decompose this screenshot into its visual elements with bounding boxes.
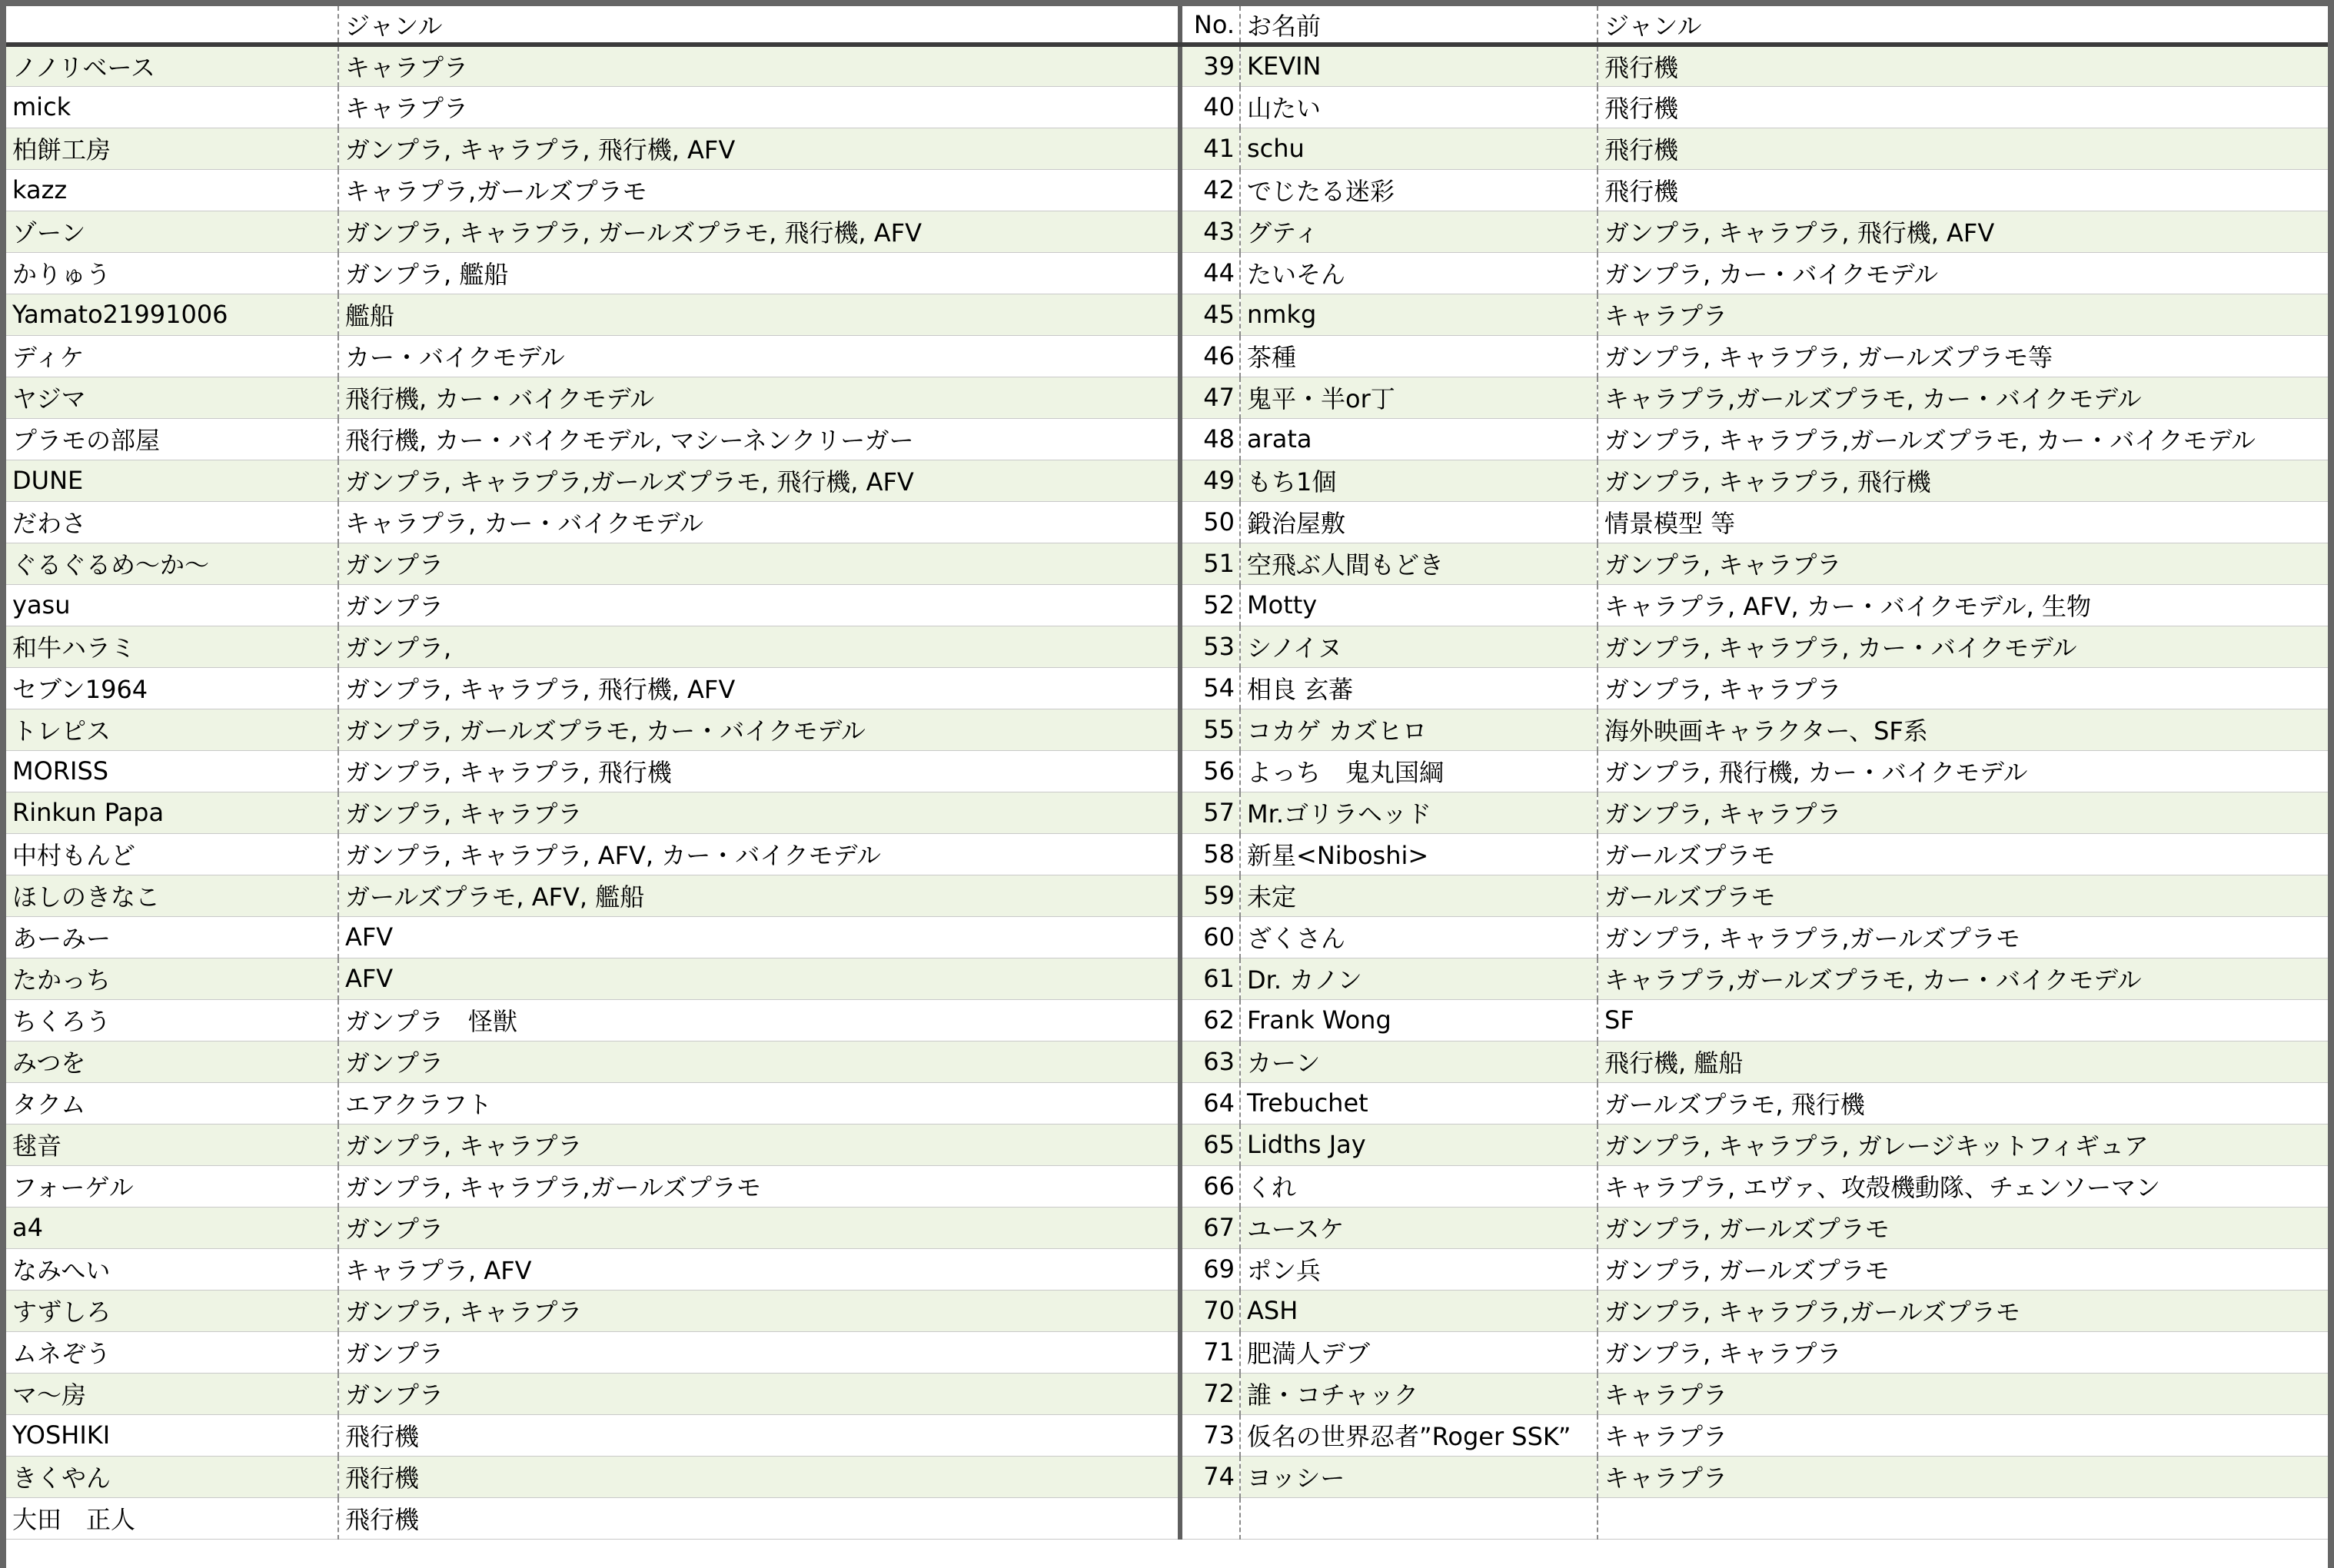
cell-genre-left[interactable]: キャラプラ [338, 86, 1180, 128]
cell-number[interactable]: 41 [1180, 128, 1240, 169]
cell-number[interactable]: 65 [1180, 1124, 1240, 1165]
cell-name-right[interactable] [1240, 1497, 1598, 1539]
cell-number[interactable]: 60 [1180, 916, 1240, 958]
table-row [6, 128, 2328, 169]
cell-genre-right[interactable]: ガールズプラモ [1598, 875, 2328, 916]
cell-name-left[interactable]: mick [6, 86, 338, 128]
cell-genre-left[interactable]: AFV [338, 958, 1180, 999]
cell-number[interactable]: 54 [1180, 667, 1240, 709]
table-row [6, 543, 2328, 584]
cell-number[interactable]: 48 [1180, 418, 1240, 460]
cell-number[interactable]: 63 [1180, 1041, 1240, 1082]
cell-name-left[interactable]: たかっち [6, 958, 338, 999]
cell-genre-right[interactable]: ガンプラ, ガールズプラモ [1598, 1248, 2328, 1290]
table-row [6, 1456, 2328, 1497]
cell-name-left[interactable]: Yamato21991006 [6, 294, 338, 335]
cell-genre-right[interactable]: ガンプラ, キャラプラ,ガールズプラモ [1598, 1290, 2328, 1331]
cell-genre-left[interactable]: ガンプラ, キャラプラ [338, 1124, 1180, 1165]
cell-name-left[interactable]: すずしろ [6, 1290, 338, 1331]
cell-name-right[interactable]: arata [1240, 418, 1598, 460]
cell-name-right[interactable]: ASH [1240, 1290, 1598, 1331]
cell-number[interactable]: 62 [1180, 999, 1240, 1041]
cell-genre-left[interactable]: ガンプラ [338, 1373, 1180, 1414]
cell-name-right[interactable]: コカゲ カズヒロ [1240, 709, 1598, 750]
cell-genre-right[interactable]: 飛行機 [1598, 169, 2328, 211]
cell-name-right[interactable]: Dr. カノン [1240, 958, 1598, 999]
table-row [6, 86, 2328, 128]
table-row [6, 792, 2328, 833]
table-row [6, 294, 2328, 335]
cell-genre-right[interactable]: ガンプラ, キャラプラ, ガレージキットフィギュア [1598, 1124, 2328, 1165]
cell-name-right[interactable]: 肥満人デブ [1240, 1331, 1598, 1373]
cell-number[interactable]: 67 [1180, 1207, 1240, 1248]
cell-name-right[interactable]: 鬼平・半or丁 [1240, 377, 1598, 418]
cell-name-left[interactable]: タクム [6, 1082, 338, 1124]
cell-name-right[interactable]: もち1個 [1240, 460, 1598, 501]
cell-genre-right[interactable]: ガンプラ, キャラプラ [1598, 792, 2328, 833]
cell-number[interactable]: 42 [1180, 169, 1240, 211]
cell-name-left[interactable]: YOSHIKI [6, 1414, 338, 1456]
cell-genre-right[interactable]: キャラプラ [1598, 1414, 2328, 1456]
cell-number[interactable]: 52 [1180, 584, 1240, 626]
cell-name-right[interactable]: nmkg [1240, 294, 1598, 335]
table-row [6, 1497, 2328, 1539]
cell-genre-left[interactable]: 飛行機, カー・バイクモデル, マシーネンクリーガー [338, 418, 1180, 460]
table-row [6, 999, 2328, 1041]
cell-name-left[interactable]: ぐるぐるめ～か～ [6, 543, 338, 584]
table-row [6, 958, 2328, 999]
table-row [6, 750, 2328, 792]
cell-number[interactable]: 74 [1180, 1456, 1240, 1497]
cell-name-right[interactable]: 山たい [1240, 86, 1598, 128]
header-name-left[interactable] [6, 6, 338, 45]
table-row [6, 501, 2328, 543]
header-genre-right[interactable]: ジャンル [1598, 6, 2328, 45]
cell-genre-left[interactable]: キャラプラ,ガールズプラモ [338, 169, 1180, 211]
cell-name-right[interactable]: くれ [1240, 1165, 1598, 1207]
cell-genre-left[interactable]: ガンプラ, キャラプラ,ガールズプラモ [338, 1165, 1180, 1207]
cell-genre-left[interactable]: 艦船 [338, 294, 1180, 335]
table-row [6, 1331, 2328, 1373]
cell-number[interactable]: 73 [1180, 1414, 1240, 1456]
cell-name-left[interactable]: ディケ [6, 335, 338, 377]
cell-number[interactable]: 71 [1180, 1331, 1240, 1373]
cell-genre-right[interactable]: キャラプラ,ガールズプラモ, カー・バイクモデル [1598, 377, 2328, 418]
cell-number[interactable]: 53 [1180, 626, 1240, 667]
cell-name-right[interactable]: ポン兵 [1240, 1248, 1598, 1290]
cell-genre-right[interactable]: 飛行機 [1598, 128, 2328, 169]
cell-genre-left[interactable]: ガンプラ, キャラプラ [338, 792, 1180, 833]
cell-name-right[interactable]: Motty [1240, 584, 1598, 626]
spreadsheet [6, 6, 2328, 1568]
cell-genre-right[interactable]: ガールズプラモ [1598, 833, 2328, 875]
table-row [6, 667, 2328, 709]
table-row [6, 1290, 2328, 1331]
cell-genre-left[interactable]: ガンプラ, キャラプラ, 飛行機 [338, 750, 1180, 792]
table-row [6, 584, 2328, 626]
cell-name-left[interactable]: 毬音 [6, 1124, 338, 1165]
cell-genre-right[interactable]: キャラプラ,ガールズプラモ, カー・バイクモデル [1598, 958, 2328, 999]
cell-name-left[interactable]: トレピス [6, 709, 338, 750]
cell-name-left[interactable]: フォーゲル [6, 1165, 338, 1207]
cell-name-left[interactable]: 大田 正人 [6, 1497, 338, 1539]
table-row [6, 418, 2328, 460]
cell-name-left[interactable]: DUNE [6, 460, 338, 501]
cell-number[interactable] [1180, 1497, 1240, 1539]
cell-name-right[interactable]: ユースケ [1240, 1207, 1598, 1248]
cell-name-right[interactable]: 空飛ぶ人間もどき [1240, 543, 1598, 584]
cell-name-left[interactable]: 中村もんど [6, 833, 338, 875]
cell-genre-right[interactable]: キャラプラ [1598, 294, 2328, 335]
cell-genre-left[interactable]: ガンプラ [338, 543, 1180, 584]
cell-genre-right[interactable]: ガンプラ, カー・バイクモデル [1598, 252, 2328, 294]
cell-name-left[interactable]: ちくろう [6, 999, 338, 1041]
cell-genre-right[interactable]: ガンプラ, キャラプラ, 飛行機, AFV [1598, 211, 2328, 252]
cell-name-right[interactable]: ヨッシー [1240, 1456, 1598, 1497]
table-row [6, 169, 2328, 211]
table-row [6, 211, 2328, 252]
cell-genre-left[interactable]: ガンプラ, キャラプラ, 飛行機, AFV [338, 128, 1180, 169]
table-row [6, 1165, 2328, 1207]
cell-name-right[interactable]: シノイヌ [1240, 626, 1598, 667]
cell-number[interactable]: 45 [1180, 294, 1240, 335]
cell-genre-left[interactable]: ガンプラ, ガールズプラモ, カー・バイクモデル [338, 709, 1180, 750]
cell-name-left[interactable]: ノノリベース [6, 45, 338, 86]
cell-genre-right[interactable]: ガンプラ, キャラプラ [1598, 667, 2328, 709]
cell-genre-right[interactable]: ガンプラ, 飛行機, カー・バイクモデル [1598, 750, 2328, 792]
cell-genre-right[interactable]: ガンプラ, キャラプラ,ガールズプラモ [1598, 916, 2328, 958]
participant-table [6, 6, 2328, 1540]
cell-genre-left[interactable]: キャラプラ [338, 45, 1180, 86]
cell-name-right[interactable]: カーン [1240, 1041, 1598, 1082]
cell-number[interactable]: 55 [1180, 709, 1240, 750]
cell-genre-right[interactable] [1598, 1497, 2328, 1539]
table-row [6, 833, 2328, 875]
cell-name-left[interactable]: プラモの部屋 [6, 418, 338, 460]
cell-number[interactable]: 72 [1180, 1373, 1240, 1414]
cell-name-left[interactable]: kazz [6, 169, 338, 211]
cell-number[interactable]: 43 [1180, 211, 1240, 252]
cell-number[interactable]: 39 [1180, 45, 1240, 86]
cell-genre-right[interactable]: キャラプラ [1598, 1373, 2328, 1414]
cell-name-left[interactable]: 和牛ハラミ [6, 626, 338, 667]
cell-name-right[interactable]: Lidths Jay [1240, 1124, 1598, 1165]
cell-number[interactable]: 40 [1180, 86, 1240, 128]
cell-name-left[interactable]: セブン1964 [6, 667, 338, 709]
cell-name-right[interactable]: よっち 鬼丸国綱 [1240, 750, 1598, 792]
cell-genre-right[interactable]: 飛行機 [1598, 86, 2328, 128]
cell-genre-left[interactable]: AFV [338, 916, 1180, 958]
header-number[interactable]: No. [1180, 6, 1240, 45]
cell-number[interactable]: 57 [1180, 792, 1240, 833]
cell-name-right[interactable]: 相良 玄蕃 [1240, 667, 1598, 709]
cell-genre-left[interactable]: エアクラフト [338, 1082, 1180, 1124]
cell-name-left[interactable]: なみへい [6, 1248, 338, 1290]
cell-genre-left[interactable]: キャラプラ, カー・バイクモデル [338, 501, 1180, 543]
cell-genre-left[interactable]: カー・バイクモデル [338, 335, 1180, 377]
table-row [6, 1082, 2328, 1124]
cell-number[interactable]: 50 [1180, 501, 1240, 543]
cell-number[interactable]: 58 [1180, 833, 1240, 875]
table-row [6, 1248, 2328, 1290]
table-row [6, 1124, 2328, 1165]
cell-genre-right[interactable]: キャラプラ [1598, 1456, 2328, 1497]
cell-number[interactable]: 59 [1180, 875, 1240, 916]
cell-number[interactable]: 70 [1180, 1290, 1240, 1331]
table-row [6, 1041, 2328, 1082]
cell-genre-right[interactable]: 情景模型 等 [1598, 501, 2328, 543]
cell-name-left[interactable]: マ～房 [6, 1373, 338, 1414]
cell-name-left[interactable]: きくやん [6, 1456, 338, 1497]
cell-genre-left[interactable]: ガンプラ [338, 1331, 1180, 1373]
table-row [6, 460, 2328, 501]
cell-genre-right[interactable]: ガンプラ, ガールズプラモ [1598, 1207, 2328, 1248]
cell-genre-left[interactable]: ガールズプラモ, AFV, 艦船 [338, 875, 1180, 916]
cell-name-right[interactable]: KEVIN [1240, 45, 1598, 86]
cell-number[interactable]: 51 [1180, 543, 1240, 584]
cell-name-left[interactable]: Rinkun Papa [6, 792, 338, 833]
cell-genre-right[interactable]: キャラプラ, エヴァ、攻殻機動隊、チェンソーマン [1598, 1165, 2328, 1207]
cell-name-right[interactable]: たいそん [1240, 252, 1598, 294]
cell-name-left[interactable]: 柏餅工房 [6, 128, 338, 169]
cell-name-right[interactable]: 誰・コチャック [1240, 1373, 1598, 1414]
header-genre-left[interactable]: ジャンル [338, 6, 1180, 45]
cell-name-left[interactable]: みつを [6, 1041, 338, 1082]
cell-name-right[interactable]: グティ [1240, 211, 1598, 252]
table-row [6, 1414, 2328, 1456]
cell-genre-right[interactable]: ガンプラ, キャラプラ, 飛行機 [1598, 460, 2328, 501]
cell-genre-right[interactable]: キャラプラ, AFV, カー・バイクモデル, 生物 [1598, 584, 2328, 626]
cell-genre-left[interactable]: 飛行機 [338, 1414, 1180, 1456]
cell-genre-right[interactable]: 飛行機 [1598, 45, 2328, 86]
cell-genre-left[interactable]: 飛行機 [338, 1497, 1180, 1539]
cell-name-left[interactable]: ムネぞう [6, 1331, 338, 1373]
header-name-right[interactable]: お名前 [1240, 6, 1598, 45]
cell-name-right[interactable]: ざくさん [1240, 916, 1598, 958]
cell-genre-left[interactable]: ガンプラ, [338, 626, 1180, 667]
table-row [6, 1207, 2328, 1248]
cell-number[interactable]: 44 [1180, 252, 1240, 294]
cell-name-right[interactable]: 仮名の世界忍者”Roger SSK” [1240, 1414, 1598, 1456]
cell-genre-right[interactable]: ガンプラ, キャラプラ, ガールズプラモ等 [1598, 335, 2328, 377]
table-row [6, 916, 2328, 958]
cell-genre-left[interactable]: キャラプラ, AFV [338, 1248, 1180, 1290]
cell-name-left[interactable]: yasu [6, 584, 338, 626]
cell-genre-left[interactable]: ガンプラ [338, 584, 1180, 626]
cell-name-left[interactable]: あーみー [6, 916, 338, 958]
cell-number[interactable]: 49 [1180, 460, 1240, 501]
cell-name-left[interactable]: a4 [6, 1207, 338, 1248]
cell-genre-left[interactable]: ガンプラ 怪獣 [338, 999, 1180, 1041]
table-row [6, 875, 2328, 916]
cell-name-left[interactable]: ゾーン [6, 211, 338, 252]
cell-number[interactable]: 66 [1180, 1165, 1240, 1207]
cell-genre-right[interactable]: ガンプラ, キャラプラ [1598, 543, 2328, 584]
cell-name-right[interactable]: Mr.ゴリラヘッド [1240, 792, 1598, 833]
cell-genre-right[interactable]: ガンプラ, キャラプラ [1598, 1331, 2328, 1373]
cell-name-right[interactable]: 未定 [1240, 875, 1598, 916]
cell-name-left[interactable]: かりゅう [6, 252, 338, 294]
cell-number[interactable]: 61 [1180, 958, 1240, 999]
table-row [6, 377, 2328, 418]
cell-genre-left[interactable]: 飛行機 [338, 1456, 1180, 1497]
cell-name-right[interactable]: Frank Wong [1240, 999, 1598, 1041]
cell-name-right[interactable]: 新星<Niboshi> [1240, 833, 1598, 875]
cell-number[interactable]: 47 [1180, 377, 1240, 418]
cell-genre-left[interactable]: ガンプラ [338, 1207, 1180, 1248]
cell-genre-right[interactable]: 海外映画キャラクター、SF系 [1598, 709, 2328, 750]
cell-name-left[interactable]: ほしのきなこ [6, 875, 338, 916]
table-row [6, 626, 2328, 667]
cell-genre-right[interactable]: 飛行機, 艦船 [1598, 1041, 2328, 1082]
cell-name-right[interactable]: でじたる迷彩 [1240, 169, 1598, 211]
table-row [6, 709, 2328, 750]
table-row [6, 45, 2328, 86]
cell-name-left[interactable]: ヤジマ [6, 377, 338, 418]
cell-genre-right[interactable]: ガンプラ, キャラプラ,ガールズプラモ, カー・バイクモデル [1598, 418, 2328, 460]
cell-genre-left[interactable]: ガンプラ, キャラプラ, AFV, カー・バイクモデル [338, 833, 1180, 875]
cell-number[interactable]: 56 [1180, 750, 1240, 792]
cell-genre-left[interactable]: 飛行機, カー・バイクモデル [338, 377, 1180, 418]
cell-genre-right[interactable]: ガールズプラモ, 飛行機 [1598, 1082, 2328, 1124]
header-row [6, 6, 2328, 45]
cell-genre-left[interactable]: ガンプラ, キャラプラ, ガールズプラモ, 飛行機, AFV [338, 211, 1180, 252]
cell-genre-left[interactable]: ガンプラ, キャラプラ,ガールズプラモ, 飛行機, AFV [338, 460, 1180, 501]
cell-genre-left[interactable]: ガンプラ, 艦船 [338, 252, 1180, 294]
table-row [6, 252, 2328, 294]
cell-genre-left[interactable]: ガンプラ, キャラプラ, 飛行機, AFV [338, 667, 1180, 709]
cell-name-right[interactable]: 茶種 [1240, 335, 1598, 377]
cell-genre-left[interactable]: ガンプラ, キャラプラ [338, 1290, 1180, 1331]
cell-name-right[interactable]: Trebuchet [1240, 1082, 1598, 1124]
cell-name-right[interactable]: schu [1240, 128, 1598, 169]
cell-name-left[interactable]: だわさ [6, 501, 338, 543]
cell-genre-right[interactable]: ガンプラ, キャラプラ, カー・バイクモデル [1598, 626, 2328, 667]
cell-genre-left[interactable]: ガンプラ [338, 1041, 1180, 1082]
table-row [6, 1373, 2328, 1414]
cell-number[interactable]: 46 [1180, 335, 1240, 377]
cell-name-right[interactable]: 鍛治屋敷 [1240, 501, 1598, 543]
cell-number[interactable]: 64 [1180, 1082, 1240, 1124]
cell-name-left[interactable]: MORISS [6, 750, 338, 792]
table-row [6, 335, 2328, 377]
cell-number[interactable]: 69 [1180, 1248, 1240, 1290]
cell-genre-right[interactable]: SF [1598, 999, 2328, 1041]
